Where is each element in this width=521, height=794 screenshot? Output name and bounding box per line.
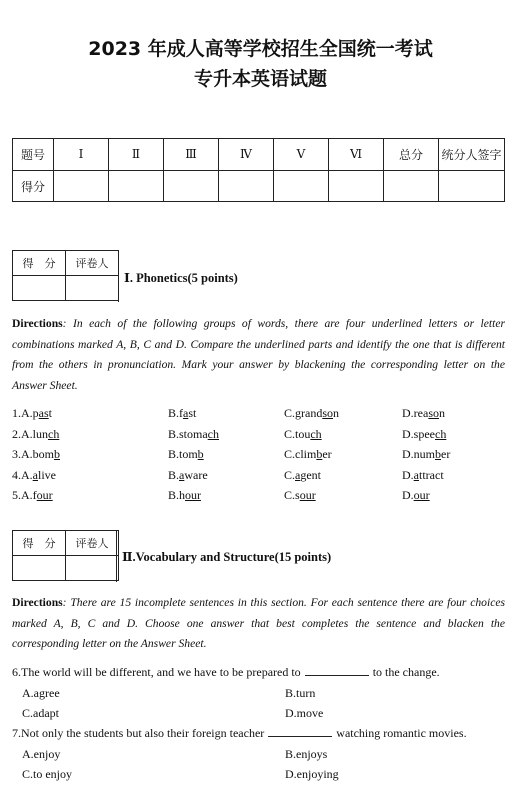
phonetics-option: B.aware (168, 467, 208, 482)
phonetics-option: 5.A.four (12, 488, 53, 503)
directions-label: Directions (12, 317, 63, 330)
directions-text: : In each of the following groups of words, there are four underlined letters or letter combinations marked A, B, C and D. Compare the underlined parts and identify the one that is different from the others in pronunciation. Mark your answer by blackening the corresponding letter on the Answer Sheet. (12, 317, 505, 392)
score-header-cell: Ⅲ (164, 139, 219, 171)
grader-name-cell (66, 276, 119, 301)
phonetics-option: C.climber (284, 447, 332, 462)
grader-name-cell (66, 556, 119, 581)
answer-option: A.enjoy (22, 746, 61, 761)
phonetics-option: C.agent (284, 467, 322, 482)
underlined-letters: a (413, 467, 419, 482)
score-cell (164, 171, 219, 202)
underlined-letters: our (36, 488, 53, 503)
answer-option: B.turn (285, 685, 316, 700)
underlined-letters: a (179, 467, 185, 482)
section1-directions (12, 314, 505, 396)
phonetics-option: 2.A.lunch (12, 426, 60, 441)
grader-score-cell (13, 556, 66, 581)
answer-option: C.adapt (22, 706, 59, 720)
question-stem: 7.Not only the students but also their foreign teacher watching romantic movies. (12, 726, 467, 740)
score-cell (384, 171, 439, 202)
phonetics-option: C.touch (284, 426, 322, 441)
answer-option: D.move (285, 706, 324, 720)
underlined-letters: as (38, 406, 49, 420)
underlined-letters: b (197, 447, 204, 462)
phonetics-option: 1.A.past (12, 406, 53, 420)
score-row-label: 得分 (13, 171, 54, 202)
answer-option: B.enjoys (285, 746, 328, 761)
underlined-letters: our (299, 488, 316, 503)
underlined-letters: so (428, 406, 439, 420)
answer-blank (305, 674, 369, 676)
phonetics-option: C.grandson (284, 406, 339, 420)
grader-score-label: 得 分 (13, 531, 66, 556)
section-divider (118, 250, 119, 302)
score-cell (439, 171, 505, 202)
underlined-letters: ch (48, 426, 60, 441)
underlined-letters: a (32, 467, 38, 482)
phonetics-option: B.hour (168, 488, 202, 503)
underlined-letters: b (316, 447, 323, 462)
score-table-score-row (13, 171, 505, 202)
question-stem: 6.The world will be different, and we have to be prepared to to the change. (12, 665, 440, 679)
score-header-cell: Ⅳ (219, 139, 274, 171)
underlined-letters: our (413, 488, 430, 503)
question-number: 2. (12, 426, 21, 441)
score-header-cell: 题号 (13, 139, 54, 171)
underlined-letters: b (54, 447, 60, 462)
score-table (12, 138, 505, 202)
exam-subtitle: 专升本英语试题 (193, 68, 327, 90)
score-cell (54, 171, 109, 202)
score-table-header-row (13, 139, 505, 171)
phonetics-option: B.stomach (168, 426, 219, 441)
phonetics-option: B.fast (168, 406, 197, 420)
underlined-letters: our (185, 488, 202, 503)
directions-text: : There are 15 incomplete sentences in this section. For each sentence there are four choices marked A, B, C and D. Choose one answer that best completes the sentence and blacken the corresponding letter on the Answer Sheet. (12, 596, 505, 651)
phonetics-option: D.our (402, 488, 430, 503)
directions-label: Directions (12, 596, 63, 609)
score-cell (219, 171, 274, 202)
answer-option: A.agree (22, 685, 60, 700)
grader-box-1 (12, 250, 119, 301)
grader-name-label: 评卷人 (66, 531, 119, 556)
underlined-letters: ch (435, 426, 447, 441)
question-number: 3. (12, 447, 21, 462)
score-cell (109, 171, 164, 202)
underlined-letters: ch (207, 426, 219, 441)
answer-option: C.to enjoy (22, 767, 72, 781)
section2-directions (12, 593, 505, 655)
phonetics-option: D.speech (402, 426, 447, 441)
score-cell (274, 171, 329, 202)
section-divider (116, 530, 117, 582)
grader-name-label: 评卷人 (66, 251, 119, 276)
question-number: 5. (12, 488, 21, 503)
underlined-letters: a (295, 467, 301, 482)
section1-title: Ⅰ. Phonetics(5 points) (124, 271, 238, 285)
exam-title: 2023 年成人高等学校招生全国统一考试 (88, 38, 433, 60)
phonetics-option: 4.A.alive (12, 467, 56, 482)
phonetics-option: D.number (402, 447, 451, 462)
score-header-cell: 总分 (384, 139, 439, 171)
phonetics-option: B.tomb (168, 447, 204, 462)
phonetics-option: D.attract (402, 467, 444, 482)
score-header-cell: Ⅱ (109, 139, 164, 171)
phonetics-option: C.sour (284, 488, 316, 503)
phonetics-option: D.reason (402, 406, 445, 420)
score-header-cell: Ⅴ (274, 139, 329, 171)
underlined-letters: so (322, 406, 333, 420)
score-cell (329, 171, 384, 202)
phonetics-option: 3.A.bomb (12, 447, 60, 462)
grader-score-cell (13, 276, 66, 301)
section2-title: Ⅱ.Vocabulary and Structure(15 points) (122, 550, 332, 564)
score-header-cell: Ⅵ (329, 139, 384, 171)
underlined-letters: ch (310, 426, 322, 441)
question-number: 4. (12, 467, 21, 482)
underlined-letters: b (435, 447, 441, 462)
score-header-cell: 统分人签字 (439, 139, 505, 171)
answer-blank (268, 735, 332, 737)
grader-score-label: 得 分 (13, 251, 66, 276)
question-number: 1. (12, 406, 21, 420)
answer-option: D.enjoying (285, 767, 339, 781)
underlined-letters: a (183, 406, 189, 420)
score-header-cell: Ⅰ (54, 139, 109, 171)
grader-box-2 (12, 530, 119, 581)
